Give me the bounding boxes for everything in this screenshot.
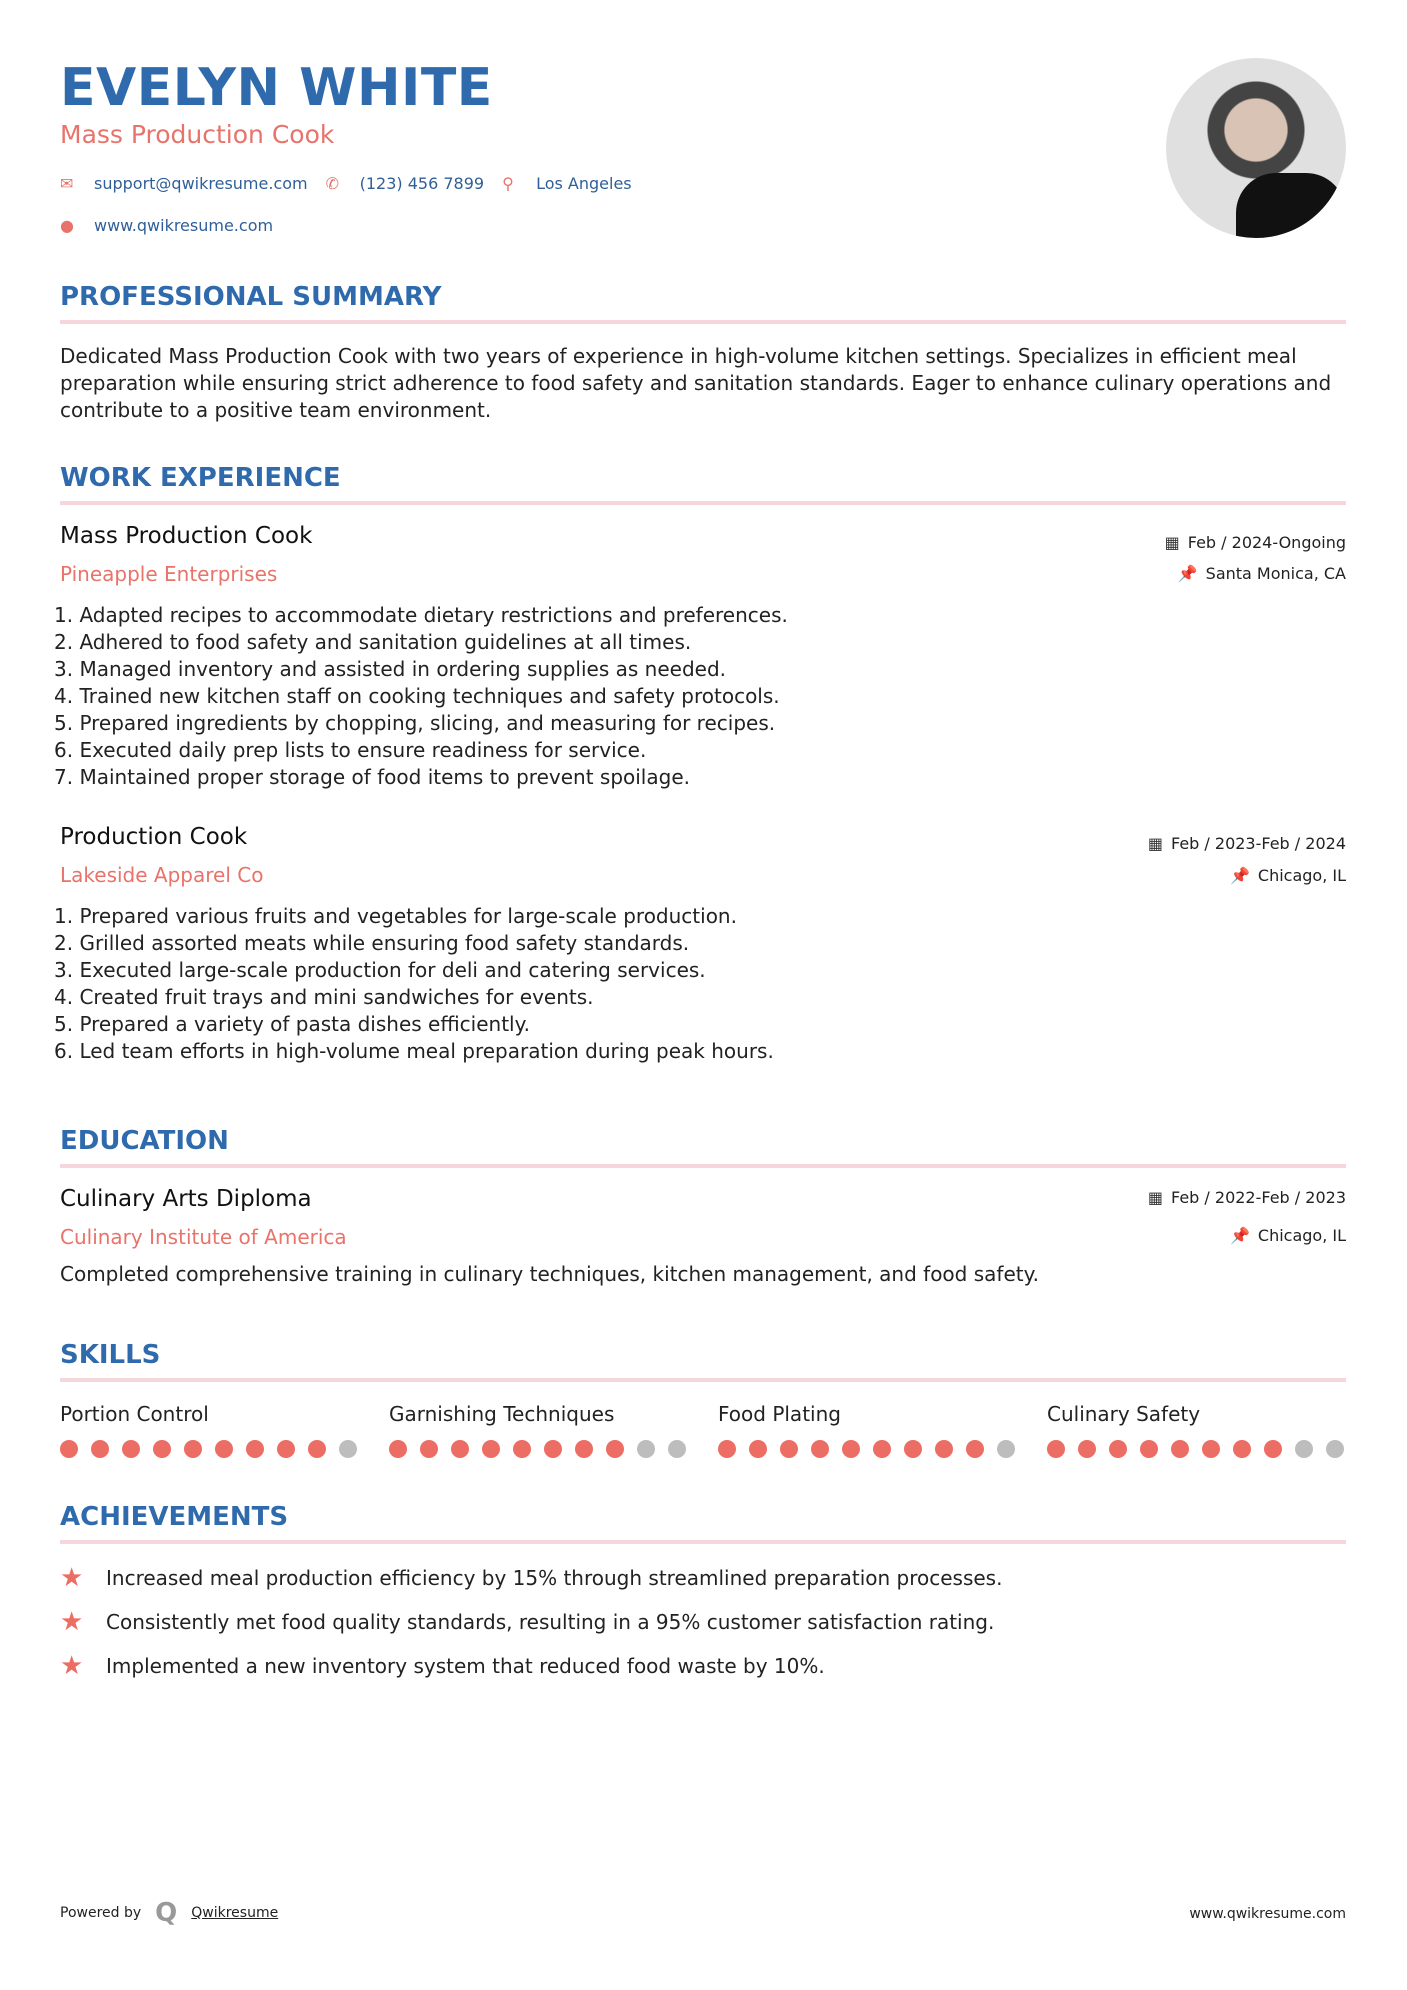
rating-dot-filled (91, 1440, 109, 1458)
rating-dot-filled (420, 1440, 438, 1458)
list-item: 3. Managed inventory and assisted in ordering supplies as needed. (54, 657, 726, 681)
star-icon: ★ (60, 1563, 84, 1593)
skill-rating (389, 1440, 689, 1458)
star-icon: ★ (60, 1651, 84, 1681)
job-title: Mass Production Cook (60, 523, 313, 549)
achievement-text: Increased meal production efficiency by 15% through streamlined preparation processes. (106, 1566, 1003, 1590)
skill-rating (718, 1440, 1018, 1458)
education-description: Completed comprehensive training in culinary techniques, kitchen management, and food safety. (60, 1262, 1039, 1286)
education-location (1230, 1226, 1346, 1245)
skill-item (1047, 1402, 1347, 1458)
rating-dot-filled (606, 1440, 624, 1458)
rating-dot-filled (184, 1440, 202, 1458)
skill-item (389, 1402, 689, 1458)
contact-row (60, 174, 632, 193)
rating-dot-filled (513, 1440, 531, 1458)
achievement-item (60, 1556, 1002, 1600)
school-name: Culinary Institute of America (60, 1225, 347, 1249)
achievements-list (60, 1556, 1002, 1688)
globe-icon: ● (60, 216, 74, 235)
achievement-text: Implemented a new inventory system that reduced food waste by 10%. (106, 1654, 825, 1678)
skill-name: Food Plating (718, 1402, 841, 1426)
rating-dot-filled (935, 1440, 953, 1458)
summary-text: Dedicated Mass Production Cook with two years of experience in high-volume kitchen settings. Specializes in efficient meal preparation while ensuring strict adherence to food safety and sanitation standards. Eager to enhance culinary operations and contribute to a positive team environment. (60, 344, 1332, 422)
rating-dot-filled (873, 1440, 891, 1458)
job-location-text: Chicago, IL (1257, 866, 1346, 885)
footer-powered (60, 1898, 278, 1928)
map-pin-icon: ⚲ (502, 174, 514, 193)
job-duties (54, 602, 788, 791)
job-company: Lakeside Apparel Co (60, 863, 264, 887)
rating-dot-filled (1202, 1440, 1220, 1458)
job-dates-text: Feb / 2023-Feb / 2024 (1171, 834, 1346, 853)
rating-dot-filled (60, 1440, 78, 1458)
candidate-title: Mass Production Cook (60, 120, 335, 149)
rating-dot-filled (1047, 1440, 1065, 1458)
skill-item (718, 1402, 1018, 1458)
rating-dot-empty (997, 1440, 1015, 1458)
calendar-icon: ▦ (1147, 1188, 1163, 1207)
calendar-icon: ▦ (1147, 834, 1163, 853)
education-location-text: Chicago, IL (1257, 1226, 1346, 1245)
location-text: Los Angeles (536, 174, 632, 193)
footer-website[interactable]: www.qwikresume.com (1189, 1906, 1346, 1922)
website-link[interactable]: www.qwikresume.com (94, 216, 274, 235)
job-dates (1165, 533, 1346, 552)
rating-dot-filled (575, 1440, 593, 1458)
rating-dot-filled (215, 1440, 233, 1458)
rating-dot-filled (904, 1440, 922, 1458)
list-item: 2. Grilled assorted meats while ensuring food safety standards. (54, 931, 690, 955)
rating-dot-empty (1326, 1440, 1344, 1458)
list-item: 5. Prepared ingredients by chopping, slicing, and measuring for recipes. (54, 711, 776, 735)
section-heading-education: EDUCATION (60, 1126, 1346, 1168)
rating-dot-filled (482, 1440, 500, 1458)
rating-dot-empty (1295, 1440, 1313, 1458)
skill-name: Garnishing Techniques (389, 1402, 615, 1426)
education-dates-text: Feb / 2022-Feb / 2023 (1171, 1188, 1346, 1207)
degree-title: Culinary Arts Diploma (60, 1186, 312, 1212)
candidate-name: EVELYN WHITE (60, 58, 493, 118)
powered-by-label: Powered by (60, 1905, 142, 1921)
job-dates-text: Feb / 2024-Ongoing (1187, 533, 1346, 552)
achievement-text: Consistently met food quality standards, resulting in a 95% customer satisfaction rating. (106, 1610, 995, 1634)
rating-dot-filled (1233, 1440, 1251, 1458)
rating-dot-filled (842, 1440, 860, 1458)
list-item: 6. Executed daily prep lists to ensure readiness for service. (54, 738, 647, 762)
skills-grid (60, 1402, 1347, 1458)
section-heading-achievements: ACHIEVEMENTS (60, 1502, 1346, 1544)
rating-dot-filled (1078, 1440, 1096, 1458)
rating-dot-filled (246, 1440, 264, 1458)
job-duties (54, 903, 774, 1065)
section-heading-summary: PROFESSIONAL SUMMARY (60, 282, 1346, 324)
job-company: Pineapple Enterprises (60, 562, 278, 586)
achievement-item (60, 1600, 1002, 1644)
skill-name: Culinary Safety (1047, 1402, 1201, 1426)
rating-dot-filled (749, 1440, 767, 1458)
section-heading-experience: WORK EXPERIENCE (60, 463, 1346, 505)
achievement-item (60, 1644, 1002, 1688)
list-item: 7. Maintained proper storage of food items to prevent spoilage. (54, 765, 690, 789)
rating-dot-filled (153, 1440, 171, 1458)
envelope-icon: ✉ (60, 174, 74, 193)
job-location (1178, 564, 1346, 583)
rating-dot-filled (1140, 1440, 1158, 1458)
list-item: 4. Trained new kitchen staff on cooking techniques and safety protocols. (54, 684, 780, 708)
pin-icon: 📌 (1177, 564, 1198, 583)
list-item: 1. Adapted recipes to accommodate dietary restrictions and preferences. (54, 603, 788, 627)
qwikresume-logo-icon: Q (155, 1898, 178, 1928)
education-dates (1148, 1188, 1346, 1207)
rating-dot-filled (308, 1440, 326, 1458)
list-item: 1. Prepared various fruits and vegetables for large-scale production. (54, 904, 737, 928)
list-item: 2. Adhered to food safety and sanitation guidelines at all times. (54, 630, 692, 654)
skill-rating (1047, 1440, 1347, 1458)
rating-dot-filled (122, 1440, 140, 1458)
rating-dot-filled (544, 1440, 562, 1458)
rating-dot-filled (277, 1440, 295, 1458)
skill-item (60, 1402, 360, 1458)
rating-dot-filled (1109, 1440, 1127, 1458)
section-heading-skills: SKILLS (60, 1340, 1346, 1382)
rating-dot-empty (668, 1440, 686, 1458)
rating-dot-filled (966, 1440, 984, 1458)
profile-photo (1166, 58, 1346, 238)
skill-name: Portion Control (60, 1402, 209, 1426)
list-item: 6. Led team efforts in high-volume meal preparation during peak hours. (54, 1039, 774, 1063)
email-link[interactable]: support@qwikresume.com (94, 174, 308, 193)
brand-link[interactable]: Qwikresume (191, 1905, 279, 1921)
pin-icon: 📌 (1229, 866, 1250, 885)
rating-dot-empty (339, 1440, 357, 1458)
job-location-text: Santa Monica, CA (1205, 564, 1346, 583)
rating-dot-filled (780, 1440, 798, 1458)
list-item: 5. Prepared a variety of pasta dishes efficiently. (54, 1012, 530, 1036)
rating-dot-filled (1171, 1440, 1189, 1458)
job-location (1230, 866, 1346, 885)
phone-icon: ✆ (325, 174, 340, 193)
list-item: 4. Created fruit trays and mini sandwiches for events. (54, 985, 594, 1009)
website-row (60, 216, 273, 235)
rating-dot-filled (811, 1440, 829, 1458)
rating-dot-filled (451, 1440, 469, 1458)
star-icon: ★ (60, 1607, 84, 1637)
calendar-icon: ▦ (1164, 533, 1180, 552)
job-title: Production Cook (60, 824, 248, 850)
skill-rating (60, 1440, 360, 1458)
list-item: 3. Executed large-scale production for deli and catering services. (54, 958, 706, 982)
pin-icon: 📌 (1229, 1226, 1250, 1245)
phone-text: (123) 456 7899 (359, 174, 485, 193)
rating-dot-filled (718, 1440, 736, 1458)
rating-dot-filled (1264, 1440, 1282, 1458)
rating-dot-filled (389, 1440, 407, 1458)
job-dates (1148, 834, 1346, 853)
rating-dot-empty (637, 1440, 655, 1458)
